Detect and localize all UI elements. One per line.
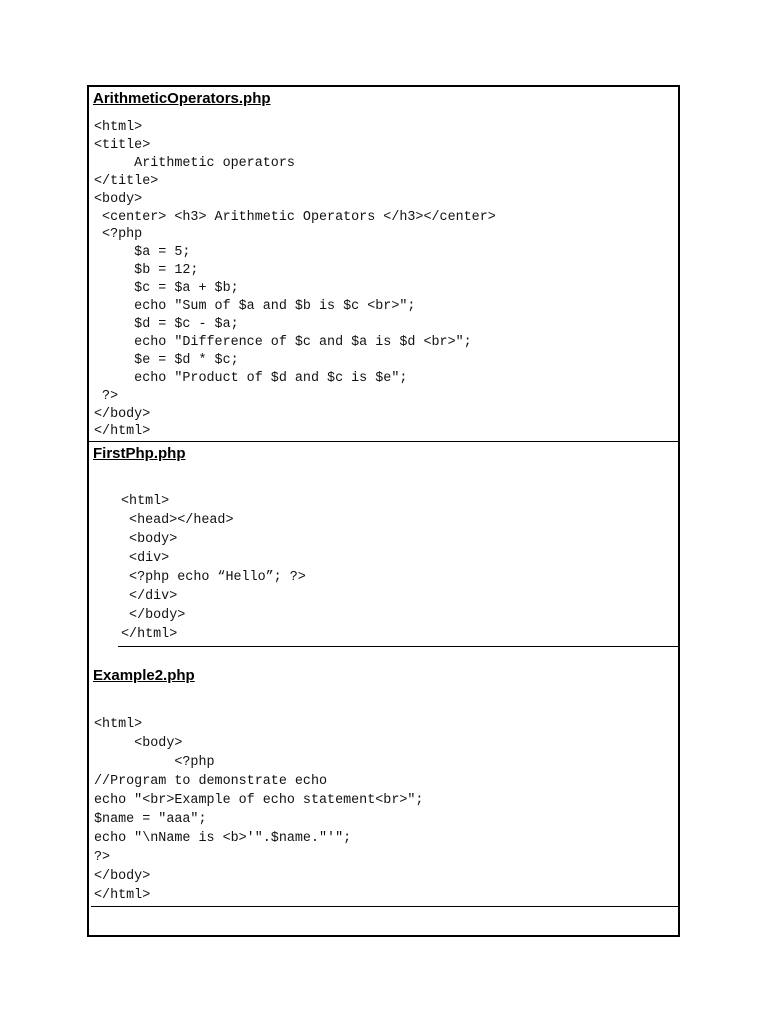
section-divider xyxy=(118,646,678,647)
code-block-example2: <html> <body> <?php //Program to demonstrate echo echo "<br>Example of echo statement<br>"; $name = "aaa"; echo "\nName is <b>'".$name."'"; ?> </body> </html> xyxy=(94,717,424,903)
code-block-arithmetic-operators: <html> <title> Arithmetic operators </title> <body> <center> <h3> Arithmetic Operators </h3></center> <?php $a = 5; $b = 12; $c = $a + $b; echo "Sum of $a and $b is $c <br>"; $d = $c - $a; echo "Difference of $c and $a is $d <br>"; $e = $d * $c; echo "Product of $d and $c is $e"; ?> </body> </html> xyxy=(94,120,496,440)
section-title-first-php: FirstPhp.php xyxy=(93,445,186,462)
section-divider xyxy=(89,441,678,442)
section-title-example2: Example2.php xyxy=(93,667,195,684)
code-block-first-php: <html> <head></head> <body> <div> <?php echo “Hello”; ?> </div> </body> </html> xyxy=(121,494,306,642)
section-title-arithmetic-operators: ArithmeticOperators.php xyxy=(93,90,271,107)
section-divider xyxy=(91,906,678,907)
